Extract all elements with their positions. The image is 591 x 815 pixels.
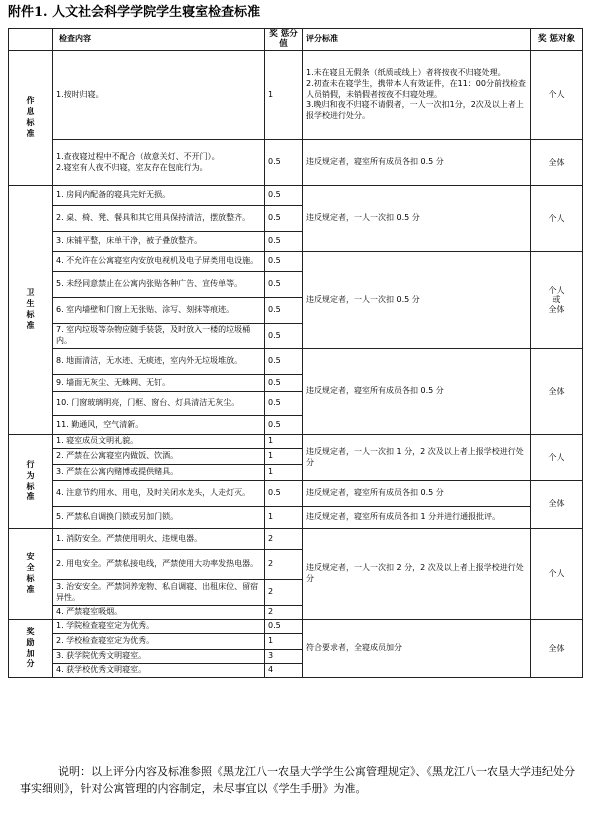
target-cell: 个人 — [531, 435, 583, 481]
target-cell: 全体 — [531, 349, 583, 435]
category-label: 安 全 标 准 — [26, 552, 35, 594]
item-text: 9. 墙面无灰尘、无蛛网、无钉。 — [53, 375, 265, 392]
item-text: 8. 地面清洁，无水迹、无痰迹，室内外无垃圾堆放。 — [53, 349, 265, 375]
target-cell: 个人 或 全体 — [531, 252, 583, 349]
item-score: 0.5 — [265, 324, 303, 349]
item-score: 0.5 — [265, 481, 303, 507]
item-text: 4. 注意节约用水、用电，及时关闭水龙头，人走灯灭。 — [53, 481, 265, 507]
item-text: 5. 未经同意禁止在公寓内张贴各种广告、宣传单等。 — [53, 272, 265, 298]
item-text: 3. 床铺平整，床单干净，被子叠放整齐。 — [53, 232, 265, 252]
item-text: 7. 室内垃圾等杂物应随手装袋，及时放入一楼的垃圾桶内。 — [53, 324, 265, 349]
target-cell: 个人 — [531, 51, 583, 140]
item-score: 1 — [265, 435, 303, 449]
item-score: 1 — [265, 507, 303, 529]
item-text: 1. 寝室成员文明礼貌。 — [53, 435, 265, 449]
item-score: 0.5 — [265, 272, 303, 298]
item-score: 3 — [265, 650, 303, 664]
item-score: 2 — [265, 606, 303, 620]
inspection-standards-table — [8, 28, 583, 678]
item-text: 1. 房间内配备的寝具完好无损。 — [53, 186, 265, 206]
item-text: 2. 严禁在公寓寝室内做饭、饮酒。 — [53, 449, 265, 465]
target-cell: 个人 — [531, 529, 583, 620]
header-row — [9, 29, 583, 51]
item-text: 2. 学校检查寝室定为优秀。 — [53, 634, 265, 650]
item-score: 0.5 — [265, 349, 303, 375]
item-score: 2 — [265, 580, 303, 606]
item-text: 1. 消防安全。严禁使用明火、违规电器。 — [53, 529, 265, 550]
item-text: 6. 室内墙壁和门窗上无张贴、涂写、刻抹等痕迹。 — [53, 298, 265, 324]
item-score: 0.5 — [265, 298, 303, 324]
header-score: 奖 惩分值 — [265, 29, 303, 51]
item-text: 1.查夜寝过程中不配合（故意关灯、不开门）。 2.寝室有人夜不归寝，室友存在包庇行为。 — [53, 140, 265, 186]
item-score: 0.5 — [265, 140, 303, 186]
item-text: 10. 门窗玻璃明亮，门框、窗台、灯具清洁无灰尘。 — [53, 392, 265, 416]
item-text: 2. 桌、椅、凳、餐具和其它用具保持清洁，摆放整齐。 — [53, 206, 265, 232]
rule-cell: 违反规定者，一人一次扣 2 分，2 次及以上者上报学校进行处分 — [303, 529, 531, 620]
item-text: 1.按时归寝。 — [53, 51, 265, 140]
item-text: 4. 不允许在公寓寝室内安放电视机及电子屏类用电设施。 — [53, 252, 265, 272]
item-text: 3. 严禁在公寓内赌博或提供赌具。 — [53, 465, 265, 481]
item-text: 5. 严禁私自调换门锁或另加门锁。 — [53, 507, 265, 529]
item-text: 3. 治安安全。严禁饲养宠物、私自调寝、出租床位、留宿异性。 — [53, 580, 265, 606]
rule-cell: 1.未在寝且无假条（纸质或线上）者将按夜不归寝处理。 2.初查未在寝学生，携带本人有效证件，在11：00分前找检查人员销假，未销假者按夜不归寝处理。 3.晚归和夜不归寝不请假者，一人一次扣1分，2次及以上者上报学校进行处分。 — [303, 51, 531, 140]
rule-cell: 违反规定者，寝室所有成员各扣 1 分并进行通报批评。 — [303, 507, 531, 529]
item-score: 0.5 — [265, 416, 303, 435]
item-score: 1 — [265, 465, 303, 481]
item-score: 0.5 — [265, 186, 303, 206]
rule-cell: 违反规定者，寝室所有成员各扣 0.5 分 — [303, 140, 531, 186]
table-row — [9, 529, 583, 550]
category-cell — [9, 186, 53, 435]
item-score: 0.5 — [265, 392, 303, 416]
category-cell — [9, 51, 53, 186]
item-text: 1. 学院检查寝室定为优秀。 — [53, 620, 265, 634]
category-cell — [9, 620, 53, 678]
category-label: 奖 励 加 分 — [26, 626, 35, 669]
target-cell: 个人 — [531, 186, 583, 252]
item-score: 2 — [265, 550, 303, 580]
rule-cell: 违反规定者，一人一次扣 1 分，2 次及以上者上报学校进行处分 — [303, 435, 531, 481]
target-cell: 全体 — [531, 481, 583, 529]
table-row — [9, 186, 583, 206]
item-score: 1 — [265, 51, 303, 140]
item-text: 3. 获学院优秀文明寝室。 — [53, 650, 265, 664]
table-row — [9, 140, 583, 186]
table-row — [9, 435, 583, 449]
item-score: 1 — [265, 449, 303, 465]
header-target: 奖 惩对象 — [531, 29, 583, 51]
table-row — [9, 51, 583, 140]
item-score: 0.5 — [265, 620, 303, 634]
rule-cell: 违反规定者，一人一次扣 0.5 分 — [303, 186, 531, 252]
category-cell — [9, 435, 53, 529]
table-row — [9, 507, 583, 529]
rule-cell: 符合要求者，全寝成员加分 — [303, 620, 531, 678]
header-content: 检查内容 — [53, 29, 265, 51]
rule-cell: 违反规定者，寝室所有成员各扣 0.5 分 — [303, 349, 531, 435]
category-cell — [9, 529, 53, 620]
rule-cell: 违反规定者，一人一次扣 0.5 分 — [303, 252, 531, 349]
item-score: 4 — [265, 664, 303, 678]
table-row — [9, 620, 583, 634]
item-score: 0.5 — [265, 232, 303, 252]
item-score: 2 — [265, 529, 303, 550]
item-score: 0.5 — [265, 252, 303, 272]
item-text: 11. 勤通风，空气清新。 — [53, 416, 265, 435]
item-score: 0.5 — [265, 206, 303, 232]
category-label: 作 息 标 准 — [26, 96, 35, 138]
table-row — [9, 349, 583, 375]
rule-cell: 违反规定者，寝室所有成员各扣 0.5 分 — [303, 481, 531, 507]
footnote: 说明：以上评分内容及标准参照《黑龙江八一农垦大学学生公寓管理规定》、《黑龙江八一农垦大学违纪处分事实细则》，针对公寓管理的内容制定，未尽事宜以《学生手册》为准。 — [20, 765, 575, 796]
item-text: 4. 获学校优秀文明寝室。 — [53, 664, 265, 678]
item-score: 0.5 — [265, 375, 303, 392]
header-rule: 评分标准 — [303, 29, 531, 51]
category-label: 卫 生 标 准 — [26, 288, 35, 330]
target-cell: 全体 — [531, 140, 583, 186]
document-title: 附件1. 人文社会科学学院学生寝室检查标准 — [8, 5, 261, 20]
item-text: 4. 严禁寝室吸烟。 — [53, 606, 265, 620]
category-label: 行 为 标 准 — [26, 459, 35, 502]
item-text: 2. 用电安全。严禁私接电线，严禁使用大功率发热电器。 — [53, 550, 265, 580]
target-cell: 全体 — [531, 620, 583, 678]
table-row — [9, 252, 583, 272]
table-row — [9, 481, 583, 507]
header-blank-cell — [9, 29, 53, 51]
item-score: 1 — [265, 634, 303, 650]
